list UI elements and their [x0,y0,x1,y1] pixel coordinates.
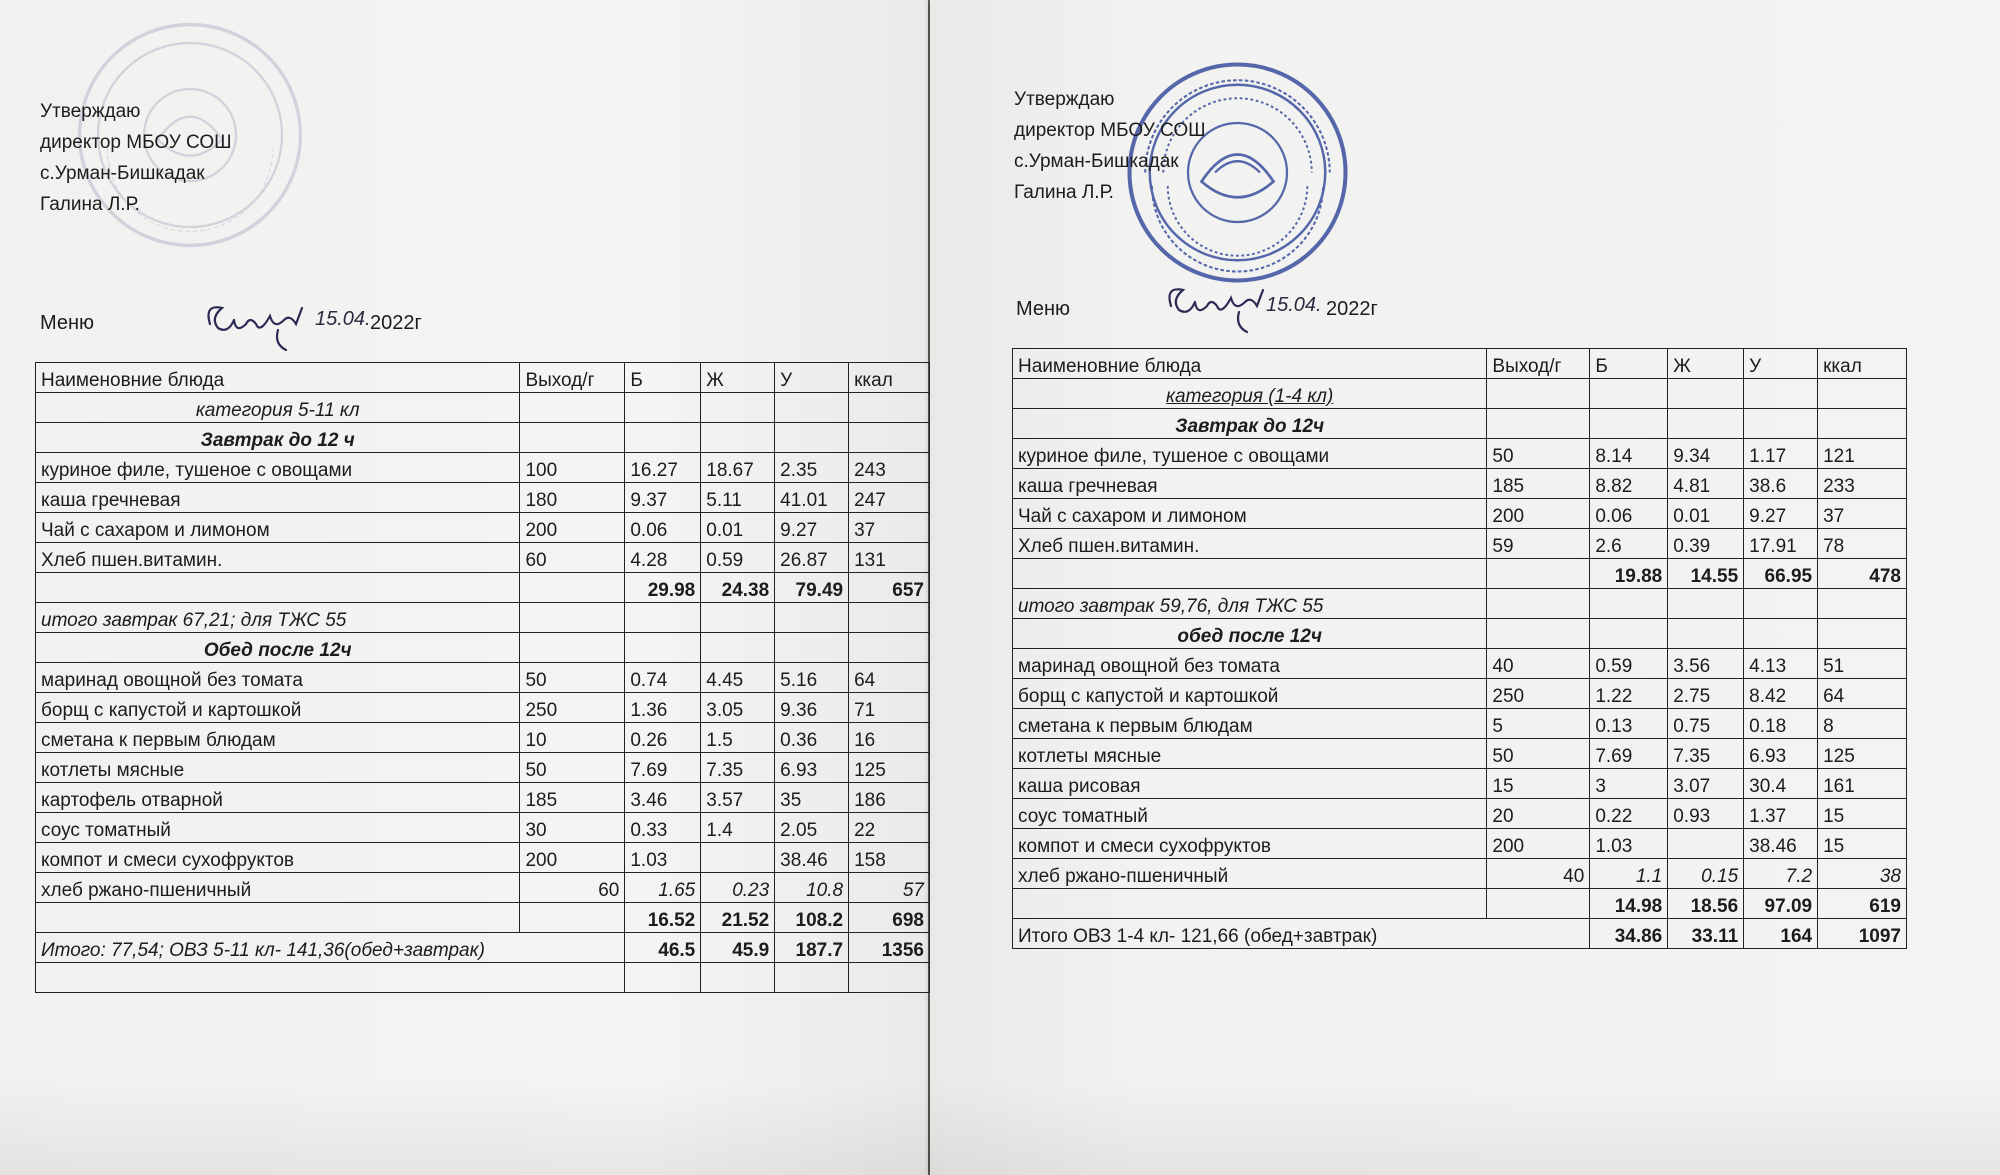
dish-output: 30 [520,813,625,843]
dish-fat: 4.81 [1668,469,1744,499]
grand-total-kcal: 1356 [849,933,930,963]
approval-line-position: директор МБОУ СОШ [40,132,232,153]
dish-protein: 1.03 [1590,829,1668,859]
dish-carbs: 30.4 [1744,769,1818,799]
dish-carbs: 7.2 [1744,859,1818,889]
header-protein: Б [625,363,701,393]
dish-name: борщ с капустой и картошкой [36,693,520,723]
header-fat: Ж [701,363,775,393]
dish-output: 40 [1487,859,1590,889]
lunch-title: Обед после 12ч [36,633,520,663]
dish-fat: 3.57 [701,783,775,813]
table-row [1013,679,1907,709]
dish-protein: 9.37 [625,483,701,513]
dish-carbs: 4.13 [1744,649,1818,679]
total-carbs: 97.09 [1744,889,1818,919]
menu-label: Меню [40,312,95,334]
dish-name: борщ с капустой и картошкой [1013,679,1487,709]
dish-fat: 9.34 [1668,439,1744,469]
table-row [36,783,930,813]
dish-protein: 3 [1590,769,1668,799]
total-protein: 19.88 [1590,559,1668,589]
table-row [36,843,930,873]
header-protein: Б [1590,349,1668,379]
dish-output: 200 [520,843,625,873]
grand-total-protein: 34.86 [1590,919,1668,949]
dish-fat: 0.75 [1668,709,1744,739]
approval-line-title: Утверждаю [1014,89,1115,110]
dish-carbs: 38.46 [1744,829,1818,859]
table-row [36,693,930,723]
category-row [36,393,930,423]
dish-carbs: 38.46 [775,843,849,873]
dish-kcal: 78 [1818,529,1907,559]
dish-carbs: 17.91 [1744,529,1818,559]
menu-label: Меню [1016,298,1071,320]
handwritten-date: 15.04. [1266,294,1322,316]
dish-carbs: 1.37 [1744,799,1818,829]
dish-kcal: 186 [849,783,930,813]
breakfast-title: Завтрак до 12ч [1013,409,1487,439]
right-approval-block [1014,84,1206,208]
dish-carbs: 0.18 [1744,709,1818,739]
dish-protein: 1.03 [625,843,701,873]
dish-kcal: 121 [1818,439,1907,469]
dish-carbs: 5.16 [775,663,849,693]
total-protein: 14.98 [1590,889,1668,919]
breakfast-title: Завтрак до 12 ч [36,423,520,453]
dish-name: хлеб ржано-пшеничный [1013,859,1487,889]
dish-kcal: 71 [849,693,930,723]
dish-kcal: 38 [1818,859,1907,889]
breakfast-summary: итого завтрак 67,21; для ТЖС 55 [36,603,520,633]
approval-line-title: Утверждаю [40,101,141,122]
dish-fat: 0.23 [701,873,775,903]
lunch-title-row [36,633,930,663]
printed-year: 2022г [370,312,422,334]
table-row [1013,799,1907,829]
dish-fat: 1.5 [701,723,775,753]
dish-protein: 2.6 [1590,529,1668,559]
dish-protein: 0.59 [1590,649,1668,679]
dish-protein: 0.06 [1590,499,1668,529]
dish-name: Хлеб пшен.витамин. [36,543,520,573]
approval-line-name: Галина Л.Р. [40,194,140,215]
table-row [1013,829,1907,859]
breakfast-summary: итого завтрак 59,76, для ТЖС 55 [1013,589,1487,619]
dish-kcal: 37 [849,513,930,543]
dish-output: 60 [520,873,625,903]
table-header-row [1013,349,1907,379]
header-kcal: ккал [849,363,930,393]
approval-line-name: Галина Л.Р. [1014,182,1114,203]
header-fat: Ж [1668,349,1744,379]
dish-name: соус томатный [1013,799,1487,829]
dish-kcal: 125 [1818,739,1907,769]
dish-name: маринад овощной без томата [1013,649,1487,679]
dish-output: 20 [1487,799,1590,829]
dish-name: компот и смеси сухофруктов [1013,829,1487,859]
dish-fat: 3.07 [1668,769,1744,799]
table-row [1013,769,1907,799]
header-dish-name: Наименовние блюда [1013,349,1487,379]
dish-output: 60 [520,543,625,573]
dish-protein: 8.82 [1590,469,1668,499]
dish-name: хлеб ржано-пшеничный [36,873,520,903]
dish-protein: 1.22 [1590,679,1668,709]
dish-fat [1668,829,1744,859]
dish-name: каша гречневая [1013,469,1487,499]
total-protein: 16.52 [625,903,701,933]
lunch-total-row [1013,889,1907,919]
table-row [1013,529,1907,559]
dish-name: Чай с сахаром и лимоном [36,513,520,543]
dish-fat: 0.01 [701,513,775,543]
dish-fat: 4.45 [701,663,775,693]
dish-name: котлеты мясные [1013,739,1487,769]
table-row [36,453,930,483]
dish-name: картофель отварной [36,783,520,813]
dish-fat: 2.75 [1668,679,1744,709]
breakfast-total-row [36,573,930,603]
dish-protein: 3.46 [625,783,701,813]
dish-name: каша рисовая [1013,769,1487,799]
table-row [36,813,930,843]
breakfast-summary-row [36,603,930,633]
empty-row [36,963,930,993]
grand-total-protein: 46.5 [625,933,701,963]
dish-protein: 0.74 [625,663,701,693]
grand-total-kcal: 1097 [1818,919,1907,949]
dish-protein: 7.69 [1590,739,1668,769]
grand-total-label: Итого ОВЗ 1-4 кл- 121,66 (обед+завтрак) [1013,919,1590,949]
left-menu-table [35,362,930,993]
dish-fat: 18.67 [701,453,775,483]
grand-total-row [36,933,930,963]
header-kcal: ккал [1818,349,1907,379]
table-row [36,543,930,573]
dish-carbs: 10.8 [775,873,849,903]
dish-kcal: 37 [1818,499,1907,529]
dish-kcal: 16 [849,723,930,753]
dish-kcal: 51 [1818,649,1907,679]
dish-protein: 0.13 [1590,709,1668,739]
dish-fat: 0.59 [701,543,775,573]
dish-carbs: 0.36 [775,723,849,753]
table-row [1013,469,1907,499]
approval-line-village: с.Урман-Бишкадак [1014,151,1179,172]
header-dish-name: Наименовние блюда [36,363,520,393]
breakfast-total-row [1013,559,1907,589]
table-row [36,483,930,513]
table-row [1013,739,1907,769]
dish-fat: 3.05 [701,693,775,723]
dish-output: 200 [520,513,625,543]
right-menu-table [1012,348,1907,949]
dish-protein: 0.26 [625,723,701,753]
dish-kcal: 131 [849,543,930,573]
lunch-total-row [36,903,930,933]
dish-carbs: 2.05 [775,813,849,843]
total-kcal: 657 [849,573,930,603]
dish-name: куриное филе, тушеное с овощами [36,453,520,483]
dish-output: 50 [1487,439,1590,469]
dish-output: 200 [1487,829,1590,859]
dish-carbs: 9.36 [775,693,849,723]
dish-kcal: 57 [849,873,930,903]
dish-carbs: 6.93 [775,753,849,783]
dish-carbs: 8.42 [1744,679,1818,709]
approval-line-village: с.Урман-Бишкадак [40,163,205,184]
handwritten-date: 15.04. [315,308,371,330]
dish-fat: 5.11 [701,483,775,513]
dish-kcal: 247 [849,483,930,513]
dish-protein: 16.27 [625,453,701,483]
category-row [1013,379,1907,409]
dish-output: 185 [520,783,625,813]
dish-kcal: 158 [849,843,930,873]
bread-row [36,873,930,903]
dish-name: соус томатный [36,813,520,843]
grand-total-label: Итого: 77,54; ОВЗ 5-11 кл- 141,36(обед+завтрак) [36,933,625,963]
total-kcal: 619 [1818,889,1907,919]
dish-name: маринад овощной без томата [36,663,520,693]
grand-total-fat: 45.9 [701,933,775,963]
dish-protein: 0.22 [1590,799,1668,829]
dish-kcal: 64 [1818,679,1907,709]
dish-protein: 4.28 [625,543,701,573]
dish-name: Чай с сахаром и лимоном [1013,499,1487,529]
dish-output: 40 [1487,649,1590,679]
dish-protein: 0.06 [625,513,701,543]
grand-total-carbs: 187.7 [775,933,849,963]
dish-carbs: 38.6 [1744,469,1818,499]
dish-output: 10 [520,723,625,753]
dish-carbs: 2.35 [775,453,849,483]
breakfast-summary-row [1013,589,1907,619]
dish-output: 185 [1487,469,1590,499]
dish-name: куриное филе, тушеное с овощами [1013,439,1487,469]
dish-fat: 7.35 [1668,739,1744,769]
total-kcal: 478 [1818,559,1907,589]
dish-kcal: 243 [849,453,930,483]
dish-protein: 1.65 [625,873,701,903]
dish-name: каша гречневая [36,483,520,513]
dish-protein: 8.14 [1590,439,1668,469]
printed-year: 2022г [1326,298,1378,320]
approval-line-position: директор МБОУ СОШ [1014,120,1206,141]
total-fat: 24.38 [701,573,775,603]
dish-kcal: 125 [849,753,930,783]
table-row [1013,709,1907,739]
dish-output: 200 [1487,499,1590,529]
dish-output: 15 [1487,769,1590,799]
dish-fat: 7.35 [701,753,775,783]
table-row [1013,439,1907,469]
dish-kcal: 161 [1818,769,1907,799]
dish-name: компот и смеси сухофруктов [36,843,520,873]
dish-kcal: 64 [849,663,930,693]
dish-protein: 0.33 [625,813,701,843]
bread-row [1013,859,1907,889]
breakfast-title-row [1013,409,1907,439]
dish-carbs: 6.93 [1744,739,1818,769]
breakfast-title-row [36,423,930,453]
header-output: Выход/г [520,363,625,393]
dish-fat: 0.15 [1668,859,1744,889]
right-menu-date-line [1016,294,1436,328]
dish-kcal: 233 [1818,469,1907,499]
dish-fat [701,843,775,873]
dish-fat: 0.93 [1668,799,1744,829]
dish-carbs: 9.27 [775,513,849,543]
dish-kcal: 22 [849,813,930,843]
grand-total-fat: 33.11 [1668,919,1744,949]
dish-name: сметана к первым блюдам [36,723,520,753]
table-row [36,663,930,693]
dish-output: 50 [520,753,625,783]
dish-kcal: 15 [1818,799,1907,829]
total-fat: 14.55 [1668,559,1744,589]
total-carbs: 108.2 [775,903,849,933]
dish-carbs: 41.01 [775,483,849,513]
dish-fat: 0.39 [1668,529,1744,559]
dish-output: 59 [1487,529,1590,559]
dish-kcal: 15 [1818,829,1907,859]
grand-total-row [1013,919,1907,949]
dish-name: Хлеб пшен.витамин. [1013,529,1487,559]
table-row [36,753,930,783]
dish-kcal: 8 [1818,709,1907,739]
dish-fat: 1.4 [701,813,775,843]
table-header-row [36,363,930,393]
dish-output: 50 [520,663,625,693]
table-row [1013,649,1907,679]
dish-carbs: 1.17 [1744,439,1818,469]
table-row [36,513,930,543]
category-label: категория (1-4 кл) [1013,379,1487,409]
left-menu-date-line [40,308,460,342]
total-carbs: 79.49 [775,573,849,603]
dish-name: котлеты мясные [36,753,520,783]
dish-output: 50 [1487,739,1590,769]
dish-fat: 0.01 [1668,499,1744,529]
dish-carbs: 26.87 [775,543,849,573]
dish-output: 100 [520,453,625,483]
dish-protein: 7.69 [625,753,701,783]
dish-carbs: 9.27 [1744,499,1818,529]
dish-protein: 1.1 [1590,859,1668,889]
total-fat: 21.52 [701,903,775,933]
dish-output: 250 [520,693,625,723]
total-fat: 18.56 [1668,889,1744,919]
category-label: категория 5-11 кл [36,393,520,423]
left-approval-block [40,96,232,220]
dish-fat: 3.56 [1668,649,1744,679]
grand-total-carbs: 164 [1744,919,1818,949]
table-row [36,723,930,753]
header-carbs: У [1744,349,1818,379]
total-protein: 29.98 [625,573,701,603]
lunch-title-row [1013,619,1907,649]
total-kcal: 698 [849,903,930,933]
dish-output: 180 [520,483,625,513]
header-carbs: У [775,363,849,393]
dish-output: 5 [1487,709,1590,739]
dish-protein: 1.36 [625,693,701,723]
table-row [1013,499,1907,529]
total-carbs: 66.95 [1744,559,1818,589]
dish-name: сметана к первым блюдам [1013,709,1487,739]
header-output: Выход/г [1487,349,1590,379]
dish-output: 250 [1487,679,1590,709]
dish-carbs: 35 [775,783,849,813]
lunch-title: обед после 12ч [1013,619,1487,649]
